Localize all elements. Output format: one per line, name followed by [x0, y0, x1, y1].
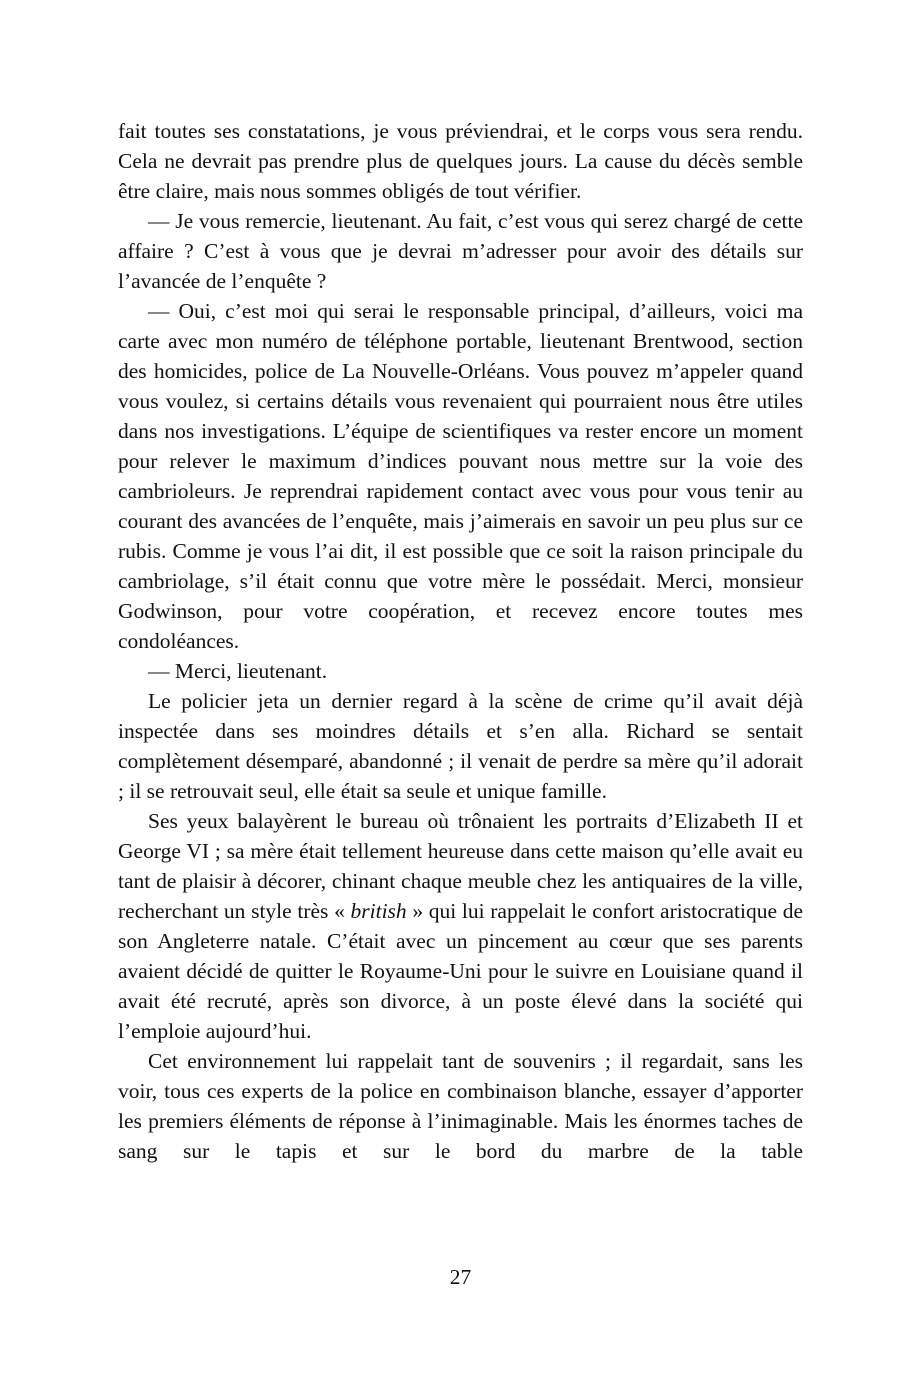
paragraph-6-italic-word: british: [350, 899, 407, 923]
page-number: 27: [449, 1265, 472, 1289]
paragraph-3: — Oui, c’est moi qui serai le responsable principal, d’ailleurs, voici ma carte avec mon numéro de téléphone portable, lieutenant Brentwood, section des homicides, police de La Nouvelle-Orléans. Vous pouvez m’appeler quand vous voulez, si certains détails vous revenaient qui pourraient nous être utiles dans nos investigations. L’équipe de scientifiques va rester encore un moment pour relever le maximum d’indices pouvant nous mettre sur la voie des cambrioleurs. Je reprendrai rapidement contact avec vous pour vous tenir au courant des avancées de l’enquête, mais j’aimerais en savoir un peu plus sur ce rubis. Comme je vous l’ai dit, il est possible que ce soit la raison principale du cambriolage, s’il était connu que votre mère le possédait. Merci, monsieur Godwinson, pour votre coopération, et recevez encore toutes mes condoléances.: [118, 299, 803, 653]
paragraph-5: Le policier jeta un dernier regard à la scène de crime qu’il avait déjà inspectée dans ses moindres détails et s’en alla. Richard se sentait complètement désemparé, abandonné ; il venait de perdre sa mère qu’il adorait ; il se retrouvait seul, elle était sa seule et unique famille.: [118, 689, 803, 803]
paragraph-6-text-after: » qui lui rappelait le confort aristocratique de son Angleterre natale. C’était avec un pincement au cœur que ses parents avaient décidé de quitter le Royaume-Uni pour le suivre en Louisiane quand il avait été recruté, après son divorce, à un poste élevé dans la société qui l’emploie aujourd’hui.: [118, 899, 804, 1043]
page-body: [118, 116, 803, 1166]
paragraph-1: fait toutes ses constatations, je vous préviendrai, et le corps vous sera rendu. Cela ne devrait pas prendre plus de quelques jours. La cause du décès semble être claire, mais nous sommes obligés de tout vérifier.: [118, 119, 803, 203]
paragraph-6-text-before: Ses yeux balayèrent le bureau où trônaient les portraits d’Elizabeth II et George VI ; sa mère était tellement heureuse dans cette maison qu’elle avait eu tant de plaisir à décorer, chinant chaque meuble chez les antiquaires de la ville, recherchant un style très «: [118, 809, 803, 923]
paragraph-4: — Merci, lieutenant.: [148, 659, 328, 683]
paragraph-7: Cet environnement lui rappelait tant de souvenirs ; il regardait, sans les voir, tous ces experts de la police en combinaison blanche, essayer d’apporter les premiers éléments de réponse à l’inimaginable. Mais les énormes taches de sang sur le tapis et sur le bord du marbre de la table: [118, 1049, 803, 1163]
paragraph-2: — Je vous remercie, lieutenant. Au fait, c’est vous qui serez chargé de cette affaire ? C’est à vous que je devrai m’adresser pour avoir des détails sur l’avancée de l’enquête ?: [118, 209, 803, 293]
paragraph-6: [118, 806, 803, 1046]
